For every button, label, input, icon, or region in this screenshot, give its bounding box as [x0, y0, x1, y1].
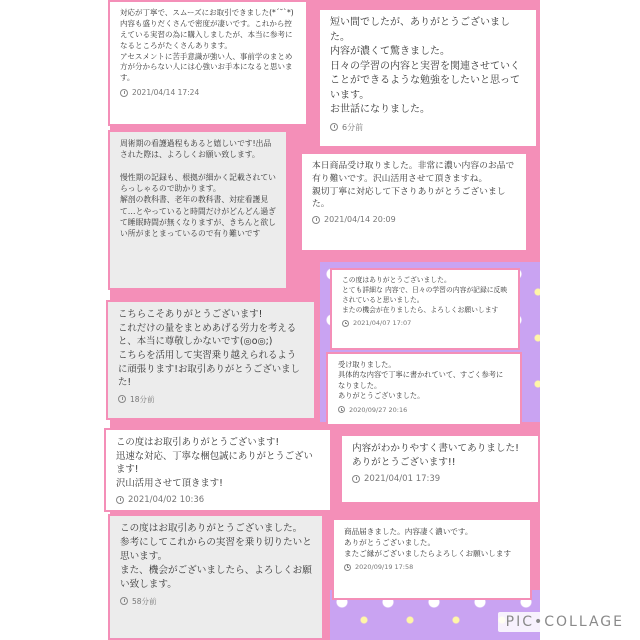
pic-collage-watermark: PIC•COLLAGE: [498, 612, 632, 632]
review-text: 本日商品受け取りました。非常に濃い内容のお品で有り難いです。沢山活用させて頂きますね。 親切丁寧に対応して下さりありがとうございました。: [312, 161, 515, 210]
review-timestamp: [120, 88, 296, 97]
review-timestamp: [352, 474, 528, 484]
clock-icon: [120, 597, 128, 605]
clock-icon: [118, 395, 126, 403]
timestamp-text: 2021/04/14 20:09: [324, 215, 396, 224]
clock-icon: [342, 320, 349, 327]
review-card: [340, 434, 540, 504]
review-text: 商品届きました。内容凄く濃いです。 ありがとうございました。 またご縁がございましたらよろしくお願いします: [344, 527, 512, 558]
timestamp-text: 2021/04/07 17:07: [353, 319, 412, 328]
timestamp-text: 58分前: [132, 596, 157, 606]
clock-icon: [338, 406, 345, 413]
review-text: この度はありがとうございました。 とても詳細な 内容で、日々の学習の内容が記録に反映されていると思いました。 またの機会が在りましたら、よろしくお願いします: [342, 276, 508, 314]
review-card: [326, 352, 522, 426]
review-timestamp: [116, 495, 320, 505]
review-card: [330, 268, 520, 350]
review-timestamp: [338, 406, 510, 414]
timestamp-text: 2020/09/19 17:58: [355, 563, 414, 571]
review-card: [300, 152, 528, 252]
timestamp-text: 2021/04/14 17:24: [132, 88, 200, 98]
clock-icon: [344, 564, 351, 571]
review-card: [104, 428, 332, 512]
review-timestamp: [120, 596, 312, 607]
review-text: 受け取りました。 具体的な内容で丁寧に書かれていて、すごく参考になりました。 ありがとうございました。: [338, 360, 504, 401]
review-card: [106, 300, 316, 420]
review-card: [108, 514, 324, 640]
timestamp-text: 6分前: [342, 122, 364, 132]
clock-icon: [330, 123, 338, 131]
clock-icon: [116, 496, 124, 504]
review-timestamp: [342, 319, 508, 327]
review-text: この度はお取引ありがとうございました。 参考にしてこれからの実習を乗り切りたいと思います。 また、機会がございましたら、よろしくお願い致します。: [120, 523, 312, 590]
review-text: こちらこそありがとうございます! これだけの量をまとめあげる労力を考えると、本当に尊敬しかないです(◎o◎;) こちらを活用して実習乗り越えられるように頑張ります!お取引ありがとうございました!: [118, 309, 300, 389]
review-card: [108, 130, 288, 290]
review-text: 内容がわかりやすく書いてありました!ありがとうございます!!: [352, 443, 519, 468]
review-text: 対応が丁寧で、スムーズにお取引できました(*´˘`*) 内容も盛りだくさんで密度が凄いです。これから控えている実習の為に購入しましたが、本当に参考になるところがたくさんあります。 アセスメントに苦手意識が強い人、事前学のまとめ方が分からない人には心強いお手本になると思います。: [120, 8, 294, 83]
review-text: この度はお取引ありがとうございます! 迅速な対応、丁寧な梱包誠にありがとうございます! 沢山活用させて頂きます!: [116, 437, 313, 489]
white-margin-right: [540, 0, 640, 640]
review-card: [332, 518, 532, 600]
clock-icon: [312, 216, 320, 224]
timestamp-text: 2021/04/01 17:39: [364, 473, 441, 484]
review-timestamp: [312, 215, 516, 224]
timestamp-text: 2021/04/02 10:36: [128, 494, 205, 505]
white-margin-left: [0, 0, 110, 640]
clock-icon: [352, 475, 360, 483]
timestamp-text: 18分前: [130, 394, 155, 404]
timestamp-text: 2020/09/27 20:16: [349, 405, 408, 414]
review-text: 周術期の看護過程もあると嬉しいです!出品された際は、よろしくお願い致します。 慢性期の記録も、根拠が細かく記載されていらっしゃるので助かります。 解剖の教科書、老年の教科書、対症看護見て…とやっていると時間だけがどんどん過ぎて睡眠時間が無くなりますが、きちんと欲しい所がまとまっているので有り難いです: [120, 139, 276, 239]
review-text: 短い間でしたが、ありがとうございました。 内容が濃くて驚きました。 日々の学習の内容と実習を関連させていくことができるような勉強をしたいと思っています。 お世話になりました。: [330, 17, 520, 115]
review-timestamp: [118, 394, 304, 405]
review-card: [318, 8, 538, 148]
review-card: [108, 0, 308, 126]
clock-icon: [120, 89, 128, 97]
review-timestamp: [330, 122, 526, 133]
review-timestamp: [344, 563, 520, 571]
